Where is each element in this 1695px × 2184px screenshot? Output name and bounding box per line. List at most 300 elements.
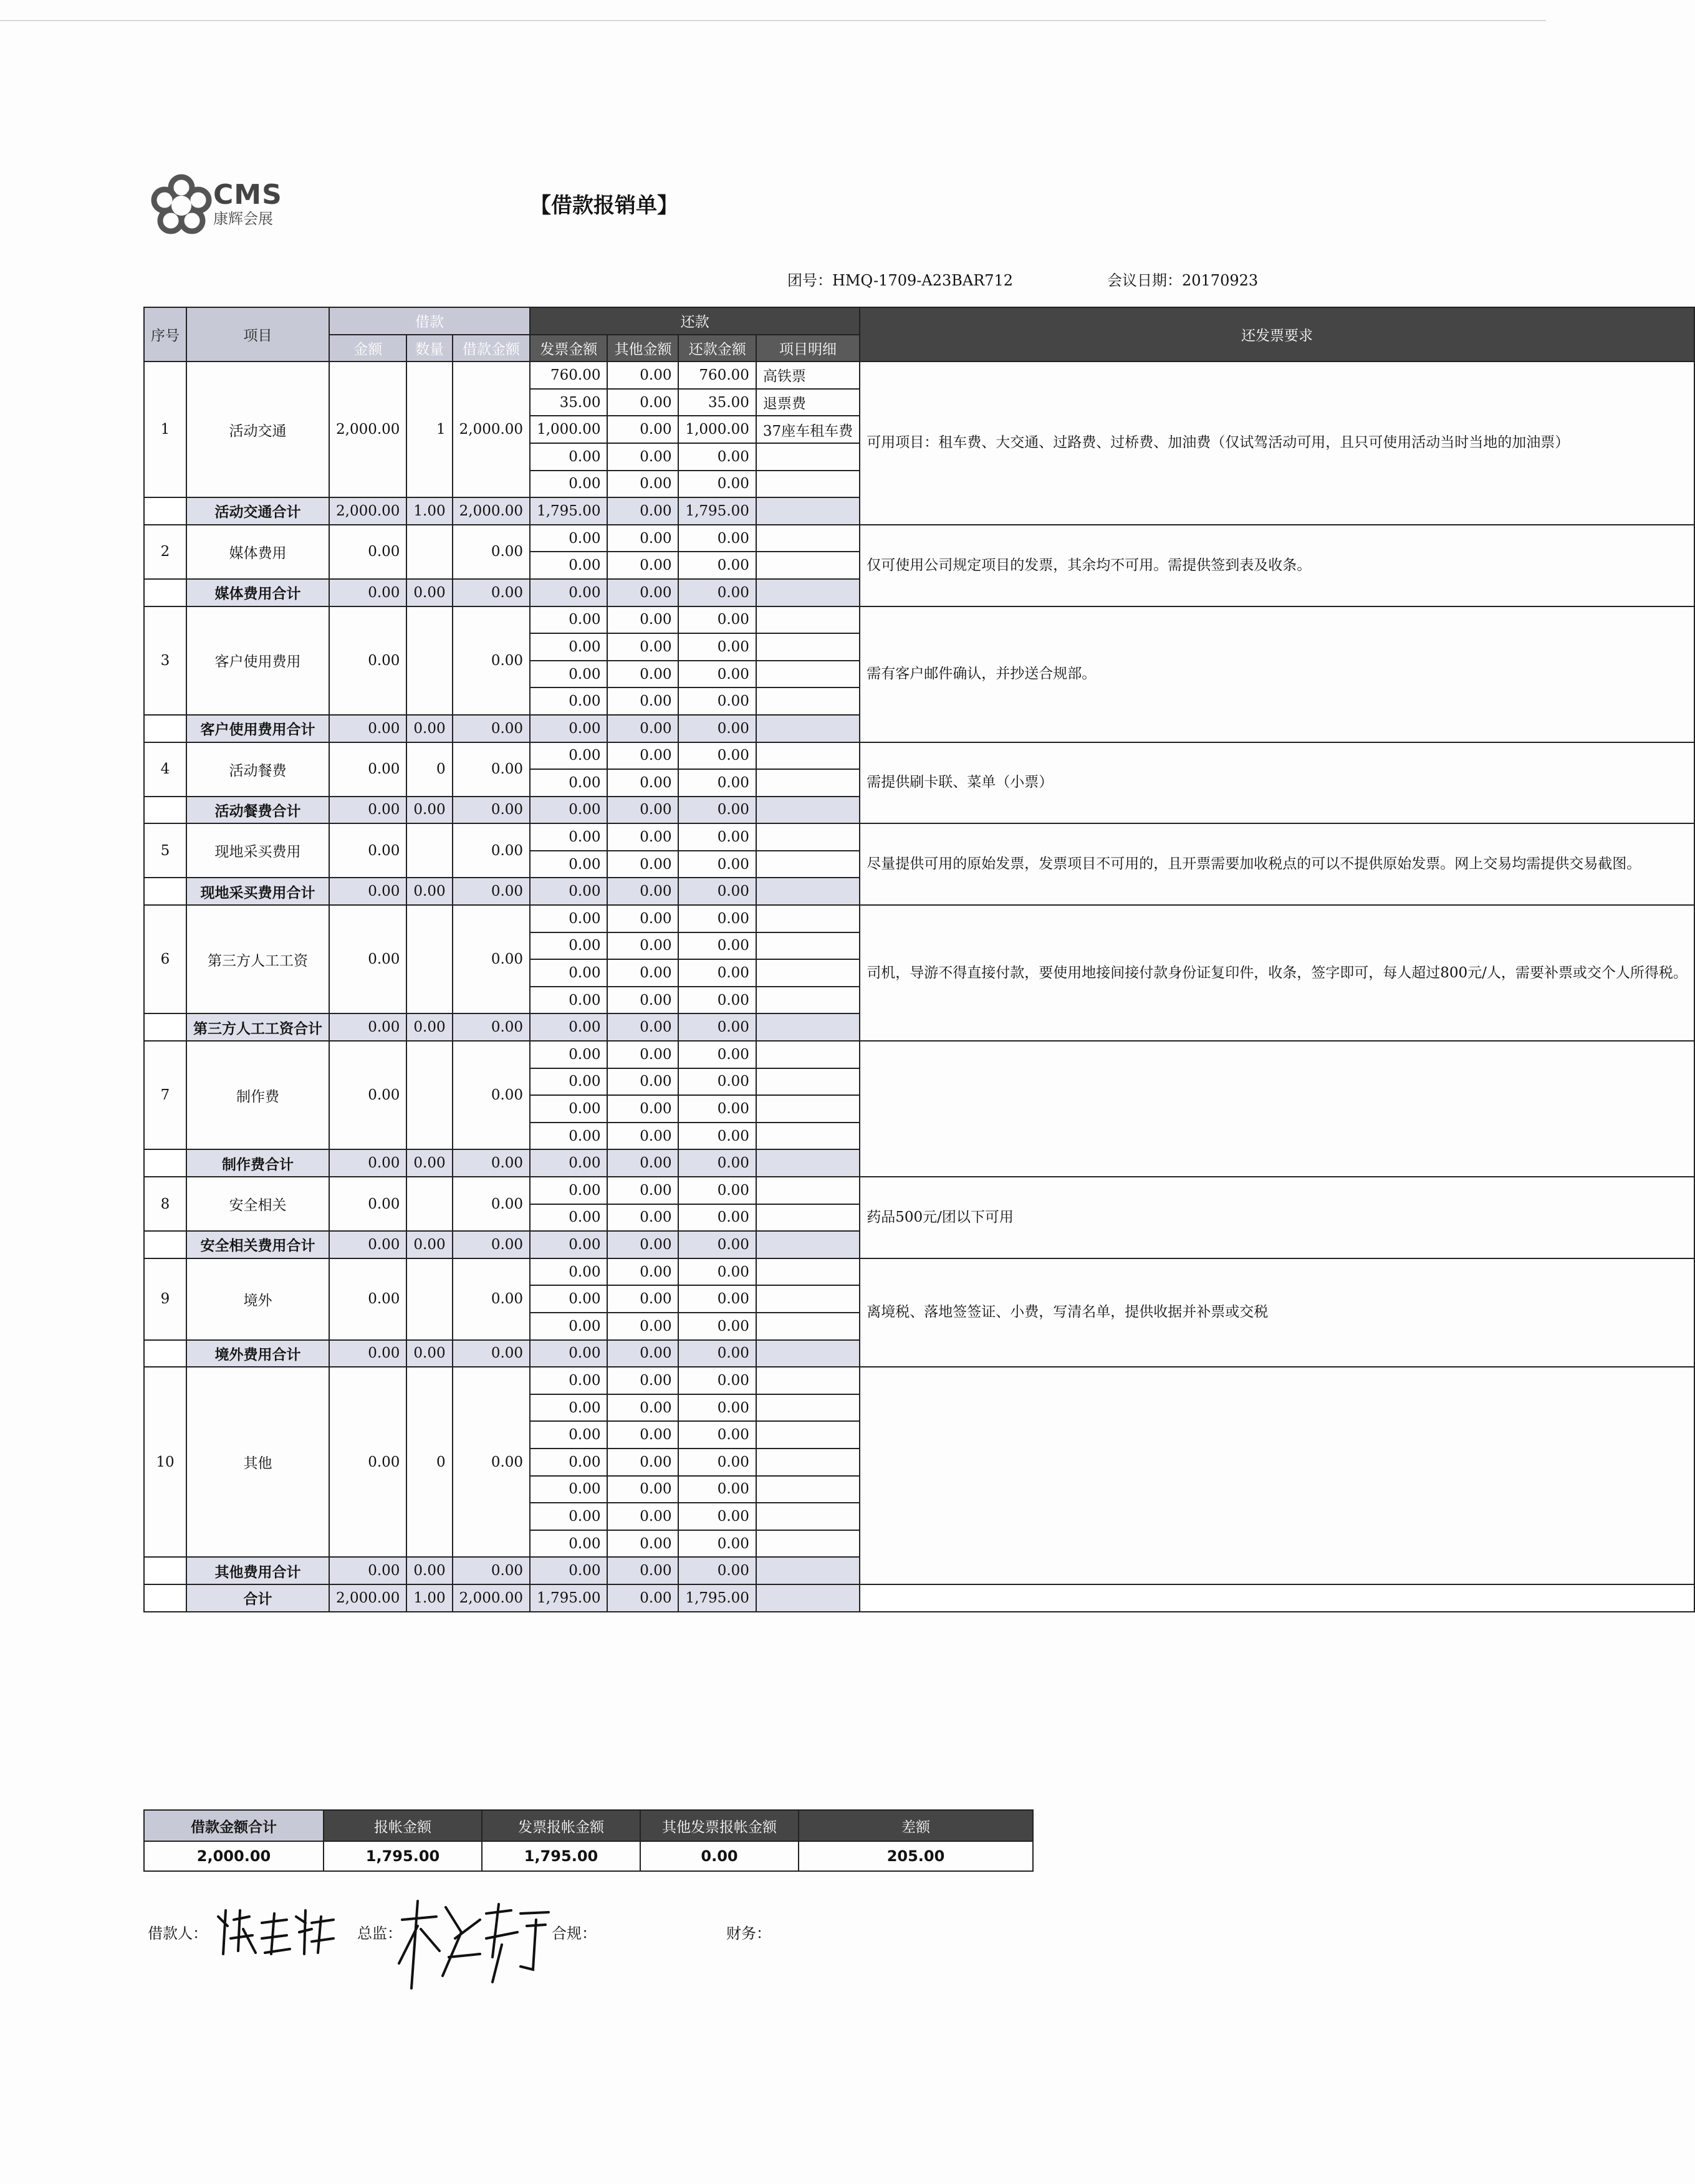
row-other-amount: 0.00 bbox=[607, 1449, 678, 1476]
director-signature bbox=[393, 1895, 555, 1995]
row-detail bbox=[756, 1177, 860, 1204]
row-detail bbox=[756, 987, 860, 1014]
total-other: 0.00 bbox=[607, 1584, 678, 1612]
row-other-amount: 0.00 bbox=[607, 661, 678, 688]
row-repay-amount: 0.00 bbox=[678, 769, 756, 797]
summary-invoice-label: 发票报帐金额 bbox=[482, 1810, 640, 1841]
row-repay-amount: 0.00 bbox=[678, 606, 756, 634]
logo-cms: CMS bbox=[213, 179, 282, 211]
finance-label: 财务： bbox=[726, 1925, 771, 1942]
subtotal-label: 境外费用合计 bbox=[186, 1340, 329, 1367]
subtotal-repay: 0.00 bbox=[678, 1149, 756, 1177]
row-loan-amount: 0.00 bbox=[329, 1041, 406, 1149]
row-other-amount: 0.00 bbox=[607, 525, 678, 552]
row-invoice-amount: 0.00 bbox=[530, 1123, 607, 1150]
subtotal-blank bbox=[144, 797, 186, 824]
row-qty bbox=[406, 905, 452, 1013]
table-row bbox=[144, 823, 1694, 851]
subtotal-other: 0.00 bbox=[607, 878, 678, 905]
subtotal-blank bbox=[144, 878, 186, 905]
col-detail: 项目明细 bbox=[756, 335, 860, 362]
row-loan-amount: 2,000.00 bbox=[329, 362, 406, 497]
row-invoice-requirement: 离境税、落地签签证、小费，写清名单，提供收据并补票或交税 bbox=[860, 1258, 1694, 1367]
row-invoice-amount: 1,000.00 bbox=[530, 416, 607, 443]
row-seq: 10 bbox=[144, 1367, 186, 1557]
row-detail bbox=[756, 1258, 860, 1286]
subtotal-detail bbox=[756, 878, 860, 905]
subtotal-loan: 2,000.00 bbox=[453, 497, 530, 525]
row-repay-amount: 0.00 bbox=[678, 1068, 756, 1096]
total-qty: 1.00 bbox=[406, 1584, 452, 1612]
row-invoice-amount: 0.00 bbox=[530, 742, 607, 770]
row-invoice-requirement: 需提供刷卡联、菜单（小票） bbox=[860, 742, 1694, 824]
row-repay-amount: 0.00 bbox=[678, 1367, 756, 1394]
row-invoice-amount: 0.00 bbox=[530, 471, 607, 498]
row-other-amount: 0.00 bbox=[607, 905, 678, 932]
row-other-amount: 0.00 bbox=[607, 1503, 678, 1530]
row-invoice-amount: 0.00 bbox=[530, 1204, 607, 1232]
col-qty: 数量 bbox=[406, 335, 452, 362]
table-row bbox=[144, 1177, 1694, 1204]
subtotal-label: 现地采买费用合计 bbox=[186, 878, 329, 905]
row-detail bbox=[756, 1095, 860, 1123]
row-loan-total: 0.00 bbox=[453, 1177, 530, 1231]
subtotal-invoice: 0.00 bbox=[530, 1013, 607, 1041]
subtotal-repay: 0.00 bbox=[678, 1231, 756, 1258]
row-invoice-requirement: 尽量提供可用的原始发票，发票项目不可用的，且开票需要加收税点的可以不提供原始发票。网上交易均需提供交易截图。 bbox=[860, 823, 1694, 905]
row-seq: 6 bbox=[144, 905, 186, 1013]
row-loan-amount: 0.00 bbox=[329, 905, 406, 1013]
row-other-amount: 0.00 bbox=[607, 1476, 678, 1503]
row-detail bbox=[756, 552, 860, 579]
row-invoice-amount: 0.00 bbox=[530, 932, 607, 960]
subtotal-detail bbox=[756, 1340, 860, 1367]
total-invoice: 1,795.00 bbox=[530, 1584, 607, 1612]
row-qty: 0 bbox=[406, 742, 452, 797]
group-value: HMQ-1709-A23BAR712 bbox=[832, 272, 1014, 289]
row-invoice-requirement: 药品500元/团以下可用 bbox=[860, 1177, 1694, 1258]
row-loan-amount: 0.00 bbox=[329, 1258, 406, 1340]
row-loan-amount: 0.00 bbox=[329, 1177, 406, 1231]
subtotal-blank bbox=[144, 1557, 186, 1584]
subtotal-other: 0.00 bbox=[607, 1557, 678, 1584]
subtotal-repay: 0.00 bbox=[678, 797, 756, 824]
subtotal-repay: 0.00 bbox=[678, 715, 756, 742]
row-qty: 1 bbox=[406, 362, 452, 497]
row-repay-amount: 0.00 bbox=[678, 987, 756, 1014]
header-row-1 bbox=[144, 307, 1694, 335]
row-loan-total: 0.00 bbox=[453, 742, 530, 797]
col-repay-amount: 还款金额 bbox=[678, 335, 756, 362]
summary-loan-total-label: 借款金额合计 bbox=[144, 1810, 324, 1841]
subtotal-qty: 0.00 bbox=[406, 1557, 452, 1584]
subtotal-loan: 0.00 bbox=[453, 1149, 530, 1177]
subtotal-label: 客户使用费用合计 bbox=[186, 715, 329, 742]
subtotal-qty: 0.00 bbox=[406, 1231, 452, 1258]
table-row bbox=[144, 1041, 1694, 1068]
logo-text bbox=[213, 181, 282, 228]
subtotal-detail bbox=[756, 715, 860, 742]
row-invoice-amount: 0.00 bbox=[530, 1530, 607, 1558]
subtotal-repay: 0.00 bbox=[678, 878, 756, 905]
subtotal-loan: 0.00 bbox=[453, 1340, 530, 1367]
row-invoice-amount: 0.00 bbox=[530, 1068, 607, 1096]
row-seq: 7 bbox=[144, 1041, 186, 1149]
total-amount: 2,000.00 bbox=[329, 1584, 406, 1612]
row-detail: 退票费 bbox=[756, 389, 860, 416]
row-repay-amount: 0.00 bbox=[678, 1041, 756, 1068]
row-repay-amount: 0.00 bbox=[678, 471, 756, 498]
col-seq: 序号 bbox=[144, 307, 186, 362]
row-invoice-amount: 0.00 bbox=[530, 633, 607, 661]
row-detail: 37座车租车费 bbox=[756, 416, 860, 443]
row-repay-amount: 0.00 bbox=[678, 661, 756, 688]
total-loan: 2,000.00 bbox=[453, 1584, 530, 1612]
row-repay-amount: 0.00 bbox=[678, 525, 756, 552]
row-item-name: 境外 bbox=[186, 1258, 329, 1340]
row-invoice-requirement: 可用项目：租车费、大交通、过路费、过桥费、加油费（仅试驾活动可用，且只可使用活动当时当地的加油票） bbox=[860, 362, 1694, 525]
subtotal-blank bbox=[144, 1231, 186, 1258]
row-item-name: 活动餐费 bbox=[186, 742, 329, 797]
col-other-amount: 其他金额 bbox=[607, 335, 678, 362]
row-repay-amount: 0.00 bbox=[678, 1313, 756, 1340]
row-item-name: 活动交通 bbox=[186, 362, 329, 497]
row-loan-amount: 0.00 bbox=[329, 823, 406, 878]
subtotal-detail bbox=[756, 797, 860, 824]
row-detail bbox=[756, 443, 860, 471]
row-detail bbox=[756, 471, 860, 498]
subtotal-detail bbox=[756, 1013, 860, 1041]
row-repay-amount: 0.00 bbox=[678, 1204, 756, 1232]
subtotal-detail bbox=[756, 1557, 860, 1584]
summary-header-row bbox=[144, 1810, 1033, 1841]
subtotal-repay: 0.00 bbox=[678, 1557, 756, 1584]
row-detail: 高铁票 bbox=[756, 362, 860, 389]
row-invoice-amount: 0.00 bbox=[530, 606, 607, 634]
row-other-amount: 0.00 bbox=[607, 959, 678, 987]
table-row bbox=[144, 362, 1694, 389]
row-invoice-amount: 0.00 bbox=[530, 905, 607, 932]
row-repay-amount: 0.00 bbox=[678, 742, 756, 770]
subtotal-detail bbox=[756, 579, 860, 606]
subtotal-amount: 0.00 bbox=[329, 797, 406, 824]
borrower-label: 借款人： bbox=[148, 1925, 208, 1942]
row-detail bbox=[756, 525, 860, 552]
summary-value-row bbox=[144, 1841, 1033, 1871]
row-qty: 0 bbox=[406, 1367, 452, 1557]
total-detail bbox=[756, 1584, 860, 1612]
date-value: 20170923 bbox=[1182, 272, 1259, 289]
row-other-amount: 0.00 bbox=[607, 633, 678, 661]
table-row bbox=[144, 525, 1694, 552]
subtotal-loan: 0.00 bbox=[453, 715, 530, 742]
subtotal-label: 活动餐费合计 bbox=[186, 797, 329, 824]
col-amount: 金额 bbox=[329, 335, 406, 362]
company-logo-icon bbox=[147, 171, 216, 240]
subtotal-label: 第三方人工工资合计 bbox=[186, 1013, 329, 1041]
row-repay-amount: 0.00 bbox=[678, 1449, 756, 1476]
form-title: 【借款报销单】 bbox=[530, 193, 678, 218]
row-qty bbox=[406, 525, 452, 579]
row-other-amount: 0.00 bbox=[607, 1068, 678, 1096]
row-repay-amount: 0.00 bbox=[678, 1095, 756, 1123]
subtotal-label: 安全相关费用合计 bbox=[186, 1231, 329, 1258]
row-invoice-amount: 0.00 bbox=[530, 851, 607, 878]
subtotal-amount: 0.00 bbox=[329, 1149, 406, 1177]
row-repay-amount: 1,000.00 bbox=[678, 416, 756, 443]
row-invoice-amount: 0.00 bbox=[530, 1041, 607, 1068]
row-repay-amount: 0.00 bbox=[678, 1177, 756, 1204]
row-loan-total: 0.00 bbox=[453, 1041, 530, 1149]
row-other-amount: 0.00 bbox=[607, 1177, 678, 1204]
row-other-amount: 0.00 bbox=[607, 1041, 678, 1068]
row-detail bbox=[756, 1449, 860, 1476]
row-loan-amount: 0.00 bbox=[329, 742, 406, 797]
subtotal-invoice: 0.00 bbox=[530, 1149, 607, 1177]
borrower-signature-text: 陈玉珠 bbox=[212, 1901, 214, 1902]
row-repay-amount: 0.00 bbox=[678, 443, 756, 471]
row-other-amount: 0.00 bbox=[607, 987, 678, 1014]
group-label: 团号： bbox=[787, 272, 832, 289]
row-other-amount: 0.00 bbox=[607, 1394, 678, 1422]
row-seq: 5 bbox=[144, 823, 186, 878]
subtotal-other: 0.00 bbox=[607, 1013, 678, 1041]
row-invoice-amount: 0.00 bbox=[530, 661, 607, 688]
subtotal-invoice: 0.00 bbox=[530, 1340, 607, 1367]
row-other-amount: 0.00 bbox=[607, 1258, 678, 1286]
row-detail bbox=[756, 1041, 860, 1068]
col-loan: 借款 bbox=[329, 307, 530, 335]
row-other-amount: 0.00 bbox=[607, 823, 678, 851]
row-other-amount: 0.00 bbox=[607, 552, 678, 579]
summary-reimburse: 1,795.00 bbox=[324, 1841, 482, 1871]
subtotal-invoice: 0.00 bbox=[530, 579, 607, 606]
summary-table bbox=[143, 1809, 1034, 1872]
row-loan-total: 0.00 bbox=[453, 1367, 530, 1557]
row-invoice-requirement bbox=[860, 1041, 1694, 1177]
subtotal-blank bbox=[144, 579, 186, 606]
row-invoice-amount: 0.00 bbox=[530, 959, 607, 987]
total-blank bbox=[144, 1584, 186, 1612]
subtotal-repay: 0.00 bbox=[678, 579, 756, 606]
row-invoice-amount: 760.00 bbox=[530, 362, 607, 389]
row-detail bbox=[756, 1476, 860, 1503]
row-invoice-amount: 0.00 bbox=[530, 687, 607, 715]
subtotal-qty: 0.00 bbox=[406, 715, 452, 742]
row-detail bbox=[756, 1204, 860, 1232]
subtotal-repay: 0.00 bbox=[678, 1340, 756, 1367]
row-detail bbox=[756, 1123, 860, 1150]
row-repay-amount: 0.00 bbox=[678, 851, 756, 878]
subtotal-repay: 0.00 bbox=[678, 1013, 756, 1041]
row-repay-amount: 0.00 bbox=[678, 1285, 756, 1313]
row-detail bbox=[756, 1530, 860, 1558]
subtotal-detail bbox=[756, 497, 860, 525]
row-detail bbox=[756, 606, 860, 634]
row-invoice-requirement: 仅可使用公司规定项目的发票，其余均不可用。需提供签到表及收条。 bbox=[860, 525, 1694, 606]
row-loan-amount: 0.00 bbox=[329, 1367, 406, 1557]
subtotal-blank bbox=[144, 497, 186, 525]
row-detail bbox=[756, 823, 860, 851]
expense-table bbox=[143, 307, 1695, 1612]
row-detail bbox=[756, 1367, 860, 1394]
subtotal-qty: 0.00 bbox=[406, 1340, 452, 1367]
row-seq: 3 bbox=[144, 606, 186, 715]
row-other-amount: 0.00 bbox=[607, 416, 678, 443]
row-detail bbox=[756, 661, 860, 688]
table-row bbox=[144, 606, 1694, 634]
row-detail bbox=[756, 905, 860, 932]
row-repay-amount: 0.00 bbox=[678, 959, 756, 987]
row-detail bbox=[756, 1503, 860, 1530]
row-other-amount: 0.00 bbox=[607, 1095, 678, 1123]
row-item-name: 其他 bbox=[186, 1367, 329, 1557]
row-detail bbox=[756, 742, 860, 770]
row-loan-amount: 0.00 bbox=[329, 606, 406, 715]
summary-invoice: 1,795.00 bbox=[482, 1841, 640, 1871]
subtotal-label: 活动交通合计 bbox=[186, 497, 329, 525]
table-row bbox=[144, 1367, 1694, 1394]
row-loan-total: 0.00 bbox=[453, 525, 530, 579]
row-repay-amount: 35.00 bbox=[678, 389, 756, 416]
col-item: 项目 bbox=[186, 307, 329, 362]
subtotal-blank bbox=[144, 1149, 186, 1177]
row-repay-amount: 0.00 bbox=[678, 1258, 756, 1286]
subtotal-amount: 0.00 bbox=[329, 715, 406, 742]
row-item-name: 现地采买费用 bbox=[186, 823, 329, 878]
subtotal-qty: 0.00 bbox=[406, 878, 452, 905]
subtotal-invoice: 0.00 bbox=[530, 797, 607, 824]
row-invoice-amount: 0.00 bbox=[530, 823, 607, 851]
row-loan-total: 0.00 bbox=[453, 606, 530, 715]
row-repay-amount: 0.00 bbox=[678, 1421, 756, 1449]
subtotal-other: 0.00 bbox=[607, 497, 678, 525]
row-other-amount: 0.00 bbox=[607, 1530, 678, 1558]
subtotal-loan: 0.00 bbox=[453, 1231, 530, 1258]
subtotal-qty: 0.00 bbox=[406, 797, 452, 824]
subtotal-qty: 1.00 bbox=[406, 497, 452, 525]
row-invoice-amount: 0.00 bbox=[530, 987, 607, 1014]
row-repay-amount: 0.00 bbox=[678, 1530, 756, 1558]
row-detail bbox=[756, 851, 860, 878]
subtotal-other: 0.00 bbox=[607, 1149, 678, 1177]
row-invoice-amount: 0.00 bbox=[530, 1503, 607, 1530]
subtotal-amount: 0.00 bbox=[329, 1231, 406, 1258]
row-other-amount: 0.00 bbox=[607, 1421, 678, 1449]
table-row bbox=[144, 1258, 1694, 1286]
row-invoice-amount: 0.00 bbox=[530, 1367, 607, 1394]
subtotal-label: 制作费合计 bbox=[186, 1149, 329, 1177]
row-item-name: 安全相关 bbox=[186, 1177, 329, 1231]
date-label: 会议日期： bbox=[1107, 272, 1182, 289]
subtotal-amount: 0.00 bbox=[329, 878, 406, 905]
row-other-amount: 0.00 bbox=[607, 389, 678, 416]
row-repay-amount: 0.00 bbox=[678, 1394, 756, 1422]
row-other-amount: 0.00 bbox=[607, 362, 678, 389]
row-repay-amount: 0.00 bbox=[678, 905, 756, 932]
row-loan-total: 0.00 bbox=[453, 1258, 530, 1340]
summary-diff-label: 差额 bbox=[799, 1810, 1033, 1841]
subtotal-invoice: 0.00 bbox=[530, 1231, 607, 1258]
row-seq: 9 bbox=[144, 1258, 186, 1340]
summary-diff: 205.00 bbox=[799, 1841, 1033, 1871]
row-other-amount: 0.00 bbox=[607, 851, 678, 878]
row-invoice-requirement: 需有客户邮件确认，并抄送合规部。 bbox=[860, 606, 1694, 742]
subtotal-qty: 0.00 bbox=[406, 1149, 452, 1177]
row-seq: 4 bbox=[144, 742, 186, 797]
row-loan-total: 0.00 bbox=[453, 823, 530, 878]
row-qty bbox=[406, 1177, 452, 1231]
summary-reimburse-label: 报帐金额 bbox=[324, 1810, 482, 1841]
row-other-amount: 0.00 bbox=[607, 1313, 678, 1340]
subtotal-label: 媒体费用合计 bbox=[186, 579, 329, 606]
row-detail bbox=[756, 687, 860, 715]
row-item-name: 第三方人工工资 bbox=[186, 905, 329, 1013]
row-invoice-amount: 35.00 bbox=[530, 389, 607, 416]
summary-loan-total: 2,000.00 bbox=[144, 1841, 324, 1871]
subtotal-blank bbox=[144, 715, 186, 742]
row-repay-amount: 0.00 bbox=[678, 1476, 756, 1503]
row-item-name: 制作费 bbox=[186, 1041, 329, 1149]
director-label: 总监： bbox=[357, 1925, 402, 1942]
row-qty bbox=[406, 606, 452, 715]
col-repay: 还款 bbox=[530, 307, 860, 335]
row-detail bbox=[756, 633, 860, 661]
row-repay-amount: 0.00 bbox=[678, 823, 756, 851]
row-detail bbox=[756, 1394, 860, 1422]
row-loan-amount: 0.00 bbox=[329, 525, 406, 579]
row-invoice-amount: 0.00 bbox=[530, 1476, 607, 1503]
row-detail bbox=[756, 769, 860, 797]
row-qty bbox=[406, 1258, 452, 1340]
row-detail bbox=[756, 1421, 860, 1449]
row-repay-amount: 0.00 bbox=[678, 552, 756, 579]
row-repay-amount: 0.00 bbox=[678, 1503, 756, 1530]
col-invoice-req: 还发票要求 bbox=[860, 307, 1694, 362]
row-repay-amount: 0.00 bbox=[678, 1123, 756, 1150]
subtotal-qty: 0.00 bbox=[406, 1013, 452, 1041]
row-item-name: 客户使用费用 bbox=[186, 606, 329, 715]
meeting-date bbox=[1107, 268, 1258, 290]
subtotal-invoice: 0.00 bbox=[530, 715, 607, 742]
table-body bbox=[144, 362, 1694, 1611]
row-other-amount: 0.00 bbox=[607, 1285, 678, 1313]
row-invoice-amount: 0.00 bbox=[530, 1095, 607, 1123]
compliance-label: 合规： bbox=[552, 1925, 597, 1942]
row-other-amount: 0.00 bbox=[607, 1367, 678, 1394]
row-invoice-amount: 0.00 bbox=[530, 443, 607, 471]
subtotal-other: 0.00 bbox=[607, 1340, 678, 1367]
borrower-signature bbox=[212, 1901, 337, 1960]
table-row bbox=[144, 905, 1694, 932]
subtotal-loan: 0.00 bbox=[453, 878, 530, 905]
row-repay-amount: 0.00 bbox=[678, 687, 756, 715]
row-detail bbox=[756, 932, 860, 960]
row-detail bbox=[756, 959, 860, 987]
subtotal-label: 其他费用合计 bbox=[186, 1557, 329, 1584]
row-loan-total: 2,000.00 bbox=[453, 362, 530, 497]
subtotal-other: 0.00 bbox=[607, 715, 678, 742]
subtotal-invoice: 0.00 bbox=[530, 1557, 607, 1584]
subtotal-amount: 0.00 bbox=[329, 1340, 406, 1367]
summary-other: 0.00 bbox=[640, 1841, 799, 1871]
total-repay: 1,795.00 bbox=[678, 1584, 756, 1612]
subtotal-amount: 2,000.00 bbox=[329, 497, 406, 525]
row-qty bbox=[406, 1041, 452, 1149]
row-repay-amount: 0.00 bbox=[678, 932, 756, 960]
row-invoice-amount: 0.00 bbox=[530, 1177, 607, 1204]
row-repay-amount: 760.00 bbox=[678, 362, 756, 389]
